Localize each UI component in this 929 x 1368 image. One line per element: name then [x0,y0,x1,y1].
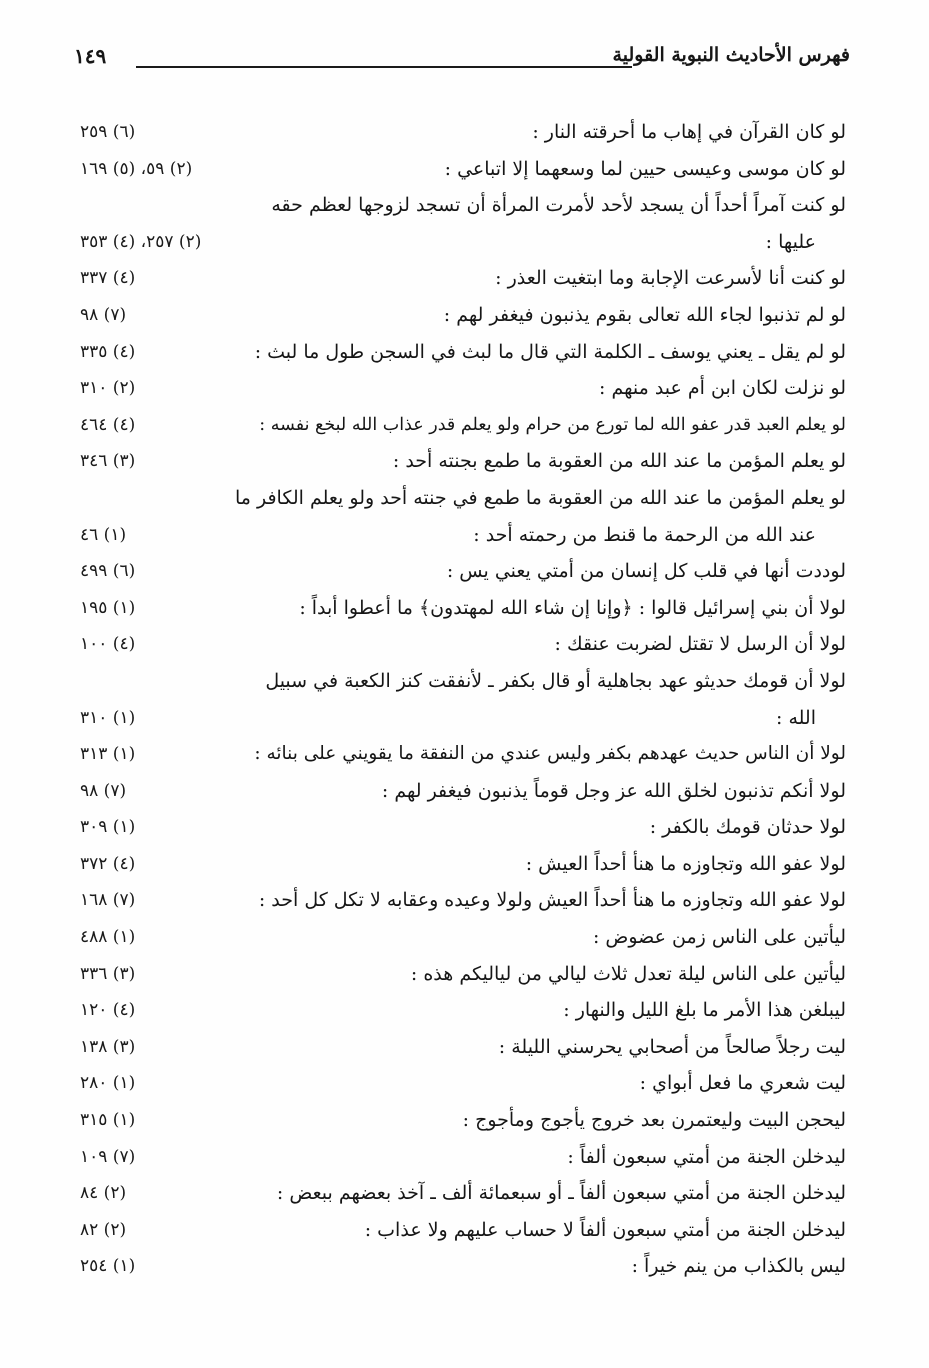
entry-reference: (١) ٢٨٠ [80,1073,136,1094]
entry-reference: (٧) ١٠٩ [80,1146,136,1167]
entry-reference: (٢) ٨٢ [80,1219,127,1240]
index-entry [74,773,846,810]
index-entry [74,480,846,553]
entry-reference: (٤) ١٢٠ [80,1000,136,1021]
index-entry [74,370,846,407]
entry-text: لولا عفو الله وتجاوزه ما هنأ أحداً العيش ولولا وعيده وعقابه لا تكل كل أحد : [258,889,846,912]
entry-reference: (١) ٣٠٩ [80,817,136,838]
entry-reference: (١) ٤٦ [80,524,127,545]
index-entry [74,736,846,773]
entry-text: لو لم تذنبوا لجاء الله تعالى بقوم يذنبون فيغفر لهم : [443,303,846,326]
page-number: ١٤٩ [74,44,107,68]
entry-text: ليأتين على الناس زمن عضوض : [592,926,846,949]
entry-text: لولا أن قومك حديثو عهد بجاهلية أو قال بكفر ـ لأنفقت كنز الكعبة في سبيل [265,669,846,692]
entry-text: لولا أن بني إسرائيل قالوا : ﴿وإنا إن شاء الله لمهتدون﴾ ما أعطوا أبداً : [299,596,846,619]
index-entry [74,187,846,260]
index-entry [74,114,846,151]
index-entry [74,334,846,371]
entry-reference: (٤) ٣٣٧ [80,268,136,289]
entry-reference: (٦) ٤٩٩ [80,561,136,582]
entry-text: لوددت أنها في قلب كل إنسان من أمتي يعني يس : [446,560,846,583]
entry-text: ليت رجلاً صالحاً من أصحابي يحرسني الليلة : [498,1035,846,1058]
entry-reference: (١) ٣١٣ [80,744,136,765]
entry-text: ليدخلن الجنة من أمتي سبعون ألفاً لا حساب عليهم ولا عذاب : [364,1218,846,1241]
index-entry [74,919,846,956]
entry-text: لو كنت أنا لأسرعت الإجابة وما ابتغيت العذر : [495,267,846,290]
entry-reference: (٤) ٣٧٢ [80,853,136,874]
index-entry [74,626,846,663]
entry-text: لولا أن الناس حديث عهدهم بكفر وليس عندي من النفقة ما يقويني على بنائه : [254,743,846,765]
entry-text: لو لم يقل ـ يعني يوسف ـ الكلمة التي قال ما لبث في السجن طول ما لبث : [254,340,846,363]
index-entry [74,882,846,919]
entry-text: ليبلغن هذا الأمر ما بلغ الليل والنهار : [563,999,846,1022]
entry-reference: (٤) ٤٦٤ [80,414,136,435]
index-entry [74,1212,846,1249]
entry-text: لو يعلم المؤمن ما عند الله من العقوبة ما طمع بجنته أحد : [392,450,846,473]
entry-text: لولا حدثان قومك بالكفر : [649,816,846,839]
entry-reference: (٧) ١٦٨ [80,890,136,911]
index-entry [74,260,846,297]
entry-text: لو كنت آمراً أحداً أن يسجد لأحد لأمرت المرأة أن تسجد لزوجها لعظم حقه [271,194,846,217]
entry-text: لو يعلم المؤمن ما عند الله من العقوبة ما طمع في جنته أحد ولو يعلم الكافر ما [234,486,846,509]
entry-text: ليدخلن الجنة من أمتي سبعون ألفاً : [567,1145,846,1168]
entry-reference: (٧) ٩٨ [80,780,127,801]
index-entry [74,809,846,846]
entry-reference: (٢) ٨٤ [80,1183,127,1204]
entry-text-continuation: عند الله من الرحمة ما قنط من رحمته أحد : [473,523,816,546]
index-entry [74,443,846,480]
index-entry [74,956,846,993]
running-title: فهرس الأحاديث النبوية القولية [612,44,850,66]
entry-text-continuation: الله : [776,706,816,729]
entry-reference: (١) ٣١٠ [80,707,136,728]
entry-reference: (٤) ١٠٠ [80,634,136,655]
index-entry [74,1139,846,1176]
entry-reference: (٦) ٢٥٩ [80,122,136,142]
entry-reference: (١) ٣١٥ [80,1110,136,1131]
entry-text: ليحجن البيت وليعتمرن بعد خروج يأجوج ومأجوج : [462,1109,846,1132]
index-entry [74,1029,846,1066]
entry-reference: (٣) ٣٤٦ [80,451,136,472]
entry-reference: (٢) ٣١٠ [80,378,136,399]
entry-text: لولا أن الرسل لا تقتل لضربت عنقك : [554,633,846,656]
index-entry [74,151,846,188]
entry-reference: (٣) ١٣٨ [80,1036,136,1057]
entry-text: لو كان موسى وعيسى حيين لما وسعهما إلا اتباعي : [444,157,846,180]
entry-reference: (١) ٢٥٤ [80,1256,136,1277]
index-entry [74,553,846,590]
entry-text: ليس بالكذاب من ينم خيراً : [631,1255,846,1278]
index-entry [74,590,846,627]
entry-reference: (٧) ٩٨ [80,304,127,325]
index-entry [74,407,846,444]
entry-reference: (٤) ٣٣٥ [80,341,136,362]
entry-reference: (١) ٤٨٨ [80,927,136,948]
index-entry [74,663,846,736]
index-entry [74,1065,846,1102]
index-entry [74,1248,846,1285]
entry-reference: (٣) ٣٣٦ [80,963,136,984]
hadith-index-list [74,114,846,1285]
entry-text: لولا عفو الله وتجاوزه ما هنأ أحداً العيش : [525,852,846,875]
entry-reference: (٢) ٢٥٧، (٤) ٣٥٣ [80,231,202,252]
entry-text: ليت شعري ما فعل أبواي : [639,1072,846,1095]
entry-text: ليأتين على الناس ليلة تعدل ثلاث ليالي من لياليكم هذه : [410,962,846,985]
entry-reference: (١) ١٩٥ [80,597,136,618]
entry-reference: (٢) ٥٩، (٥) ١٦٩ [80,158,193,179]
entry-text-continuation: عليها : [765,230,816,253]
entry-text: لو يعلم العبد قدر عفو الله لما تورع من حرام ولو يعلم قدر عذاب الله لبخع نفسه : [259,414,846,435]
index-entry [74,1102,846,1139]
entry-text: لولا أنكم تذنبون لخلق الله عز وجل قوماً يذنبون فيغفر لهم : [381,779,846,802]
header-rule [136,66,632,68]
entry-text: لو نزلت لكان ابن أم عبد منهم : [599,377,846,400]
entry-text: لو كان القرآن في إهاب ما أحرقته النار : [532,121,846,143]
index-entry [74,1175,846,1212]
entry-text: ليدخلن الجنة من أمتي سبعون ألفاً ـ أو سبعمائة ألف ـ آخذ بعضهم ببعض : [276,1182,846,1205]
index-entry [74,992,846,1029]
index-entry [74,846,846,883]
index-entry [74,297,846,334]
page-header [74,42,850,82]
